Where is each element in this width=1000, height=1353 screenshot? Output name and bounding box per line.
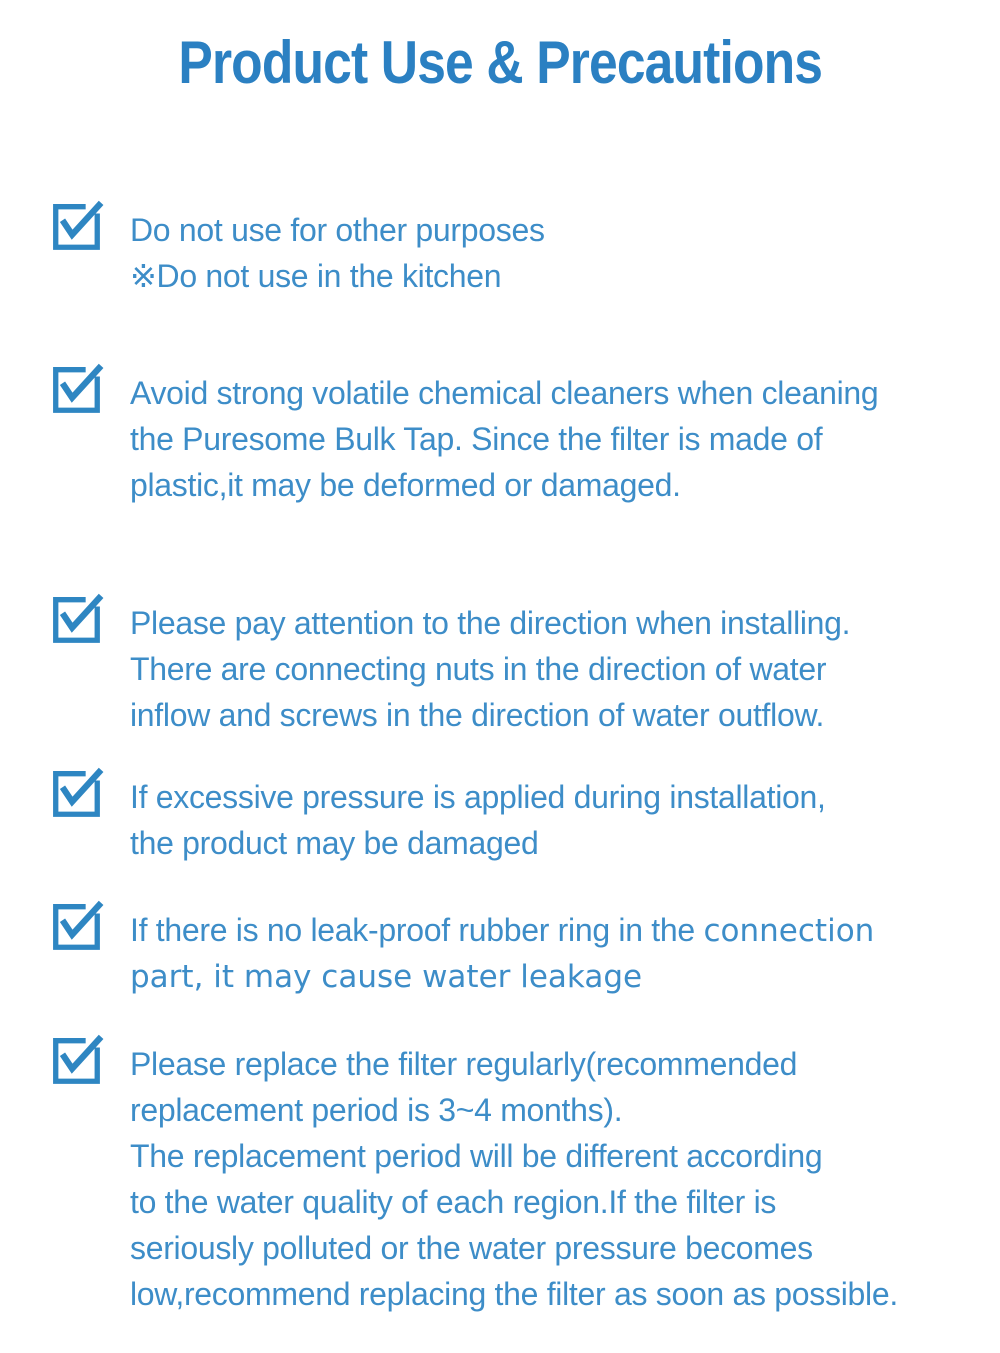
precaution-line: The replacement period will be different according (130, 1138, 823, 1174)
checkbox-checked-icon (48, 199, 104, 253)
precaution-line: replacement period is 3~4 months). (130, 1092, 623, 1128)
precaution-line (130, 907, 874, 954)
precaution-line: There are connecting nuts in the direction of water (130, 651, 827, 687)
page-title: Product Use & Precautions (178, 29, 822, 96)
precaution-line: inflow and screws in the direction of water outflow. (130, 697, 825, 733)
precaution-text (130, 370, 878, 508)
precaution-text (130, 907, 874, 1000)
precaution-line: If excessive pressure is applied during installation, (130, 779, 826, 815)
checkbox-checked-icon (48, 899, 104, 953)
precaution-line: Please replace the filter regularly(recommended (130, 1046, 798, 1082)
checkbox-checked-icon (48, 362, 104, 416)
precaution-line: to the water quality of each region.If the filter is (130, 1184, 777, 1220)
precaution-item (48, 1031, 898, 1317)
precaution-text (130, 207, 545, 299)
precaution-text (130, 600, 850, 738)
precaution-line: plastic,it may be deformed or damaged. (130, 467, 681, 503)
precaution-item (48, 360, 878, 508)
precaution-note-line: ※Do not use in the kitchen (130, 258, 502, 294)
precaution-line: Do not use for other purposes (130, 212, 545, 248)
precaution-line: Avoid strong volatile chemical cleaners when cleaning (130, 375, 879, 411)
precaution-item (48, 897, 874, 1000)
precaution-line: the product may be damaged (130, 825, 539, 861)
precaution-item (48, 197, 545, 299)
checkbox-checked-icon (48, 1033, 104, 1087)
precaution-line-segment: If there is no leak-proof rubber ring in the (130, 912, 704, 948)
page-header (0, 28, 1000, 97)
precaution-line-segment: connection (703, 913, 875, 949)
precaution-line: seriously polluted or the water pressure becomes (130, 1230, 813, 1266)
precaution-text (130, 1041, 898, 1317)
precaution-text (130, 774, 826, 866)
precaution-item (48, 590, 850, 738)
precaution-item (48, 764, 826, 866)
checkbox-checked-icon (48, 592, 104, 646)
precaution-line: part, it may cause water leakage (130, 959, 643, 995)
precaution-line: Please pay attention to the direction when installing. (130, 605, 851, 641)
checkbox-checked-icon (48, 766, 104, 820)
precaution-line: the Puresome Bulk Tap. Since the filter is made of (130, 421, 823, 457)
precaution-line: low,recommend replacing the filter as soon as possible. (130, 1276, 898, 1312)
